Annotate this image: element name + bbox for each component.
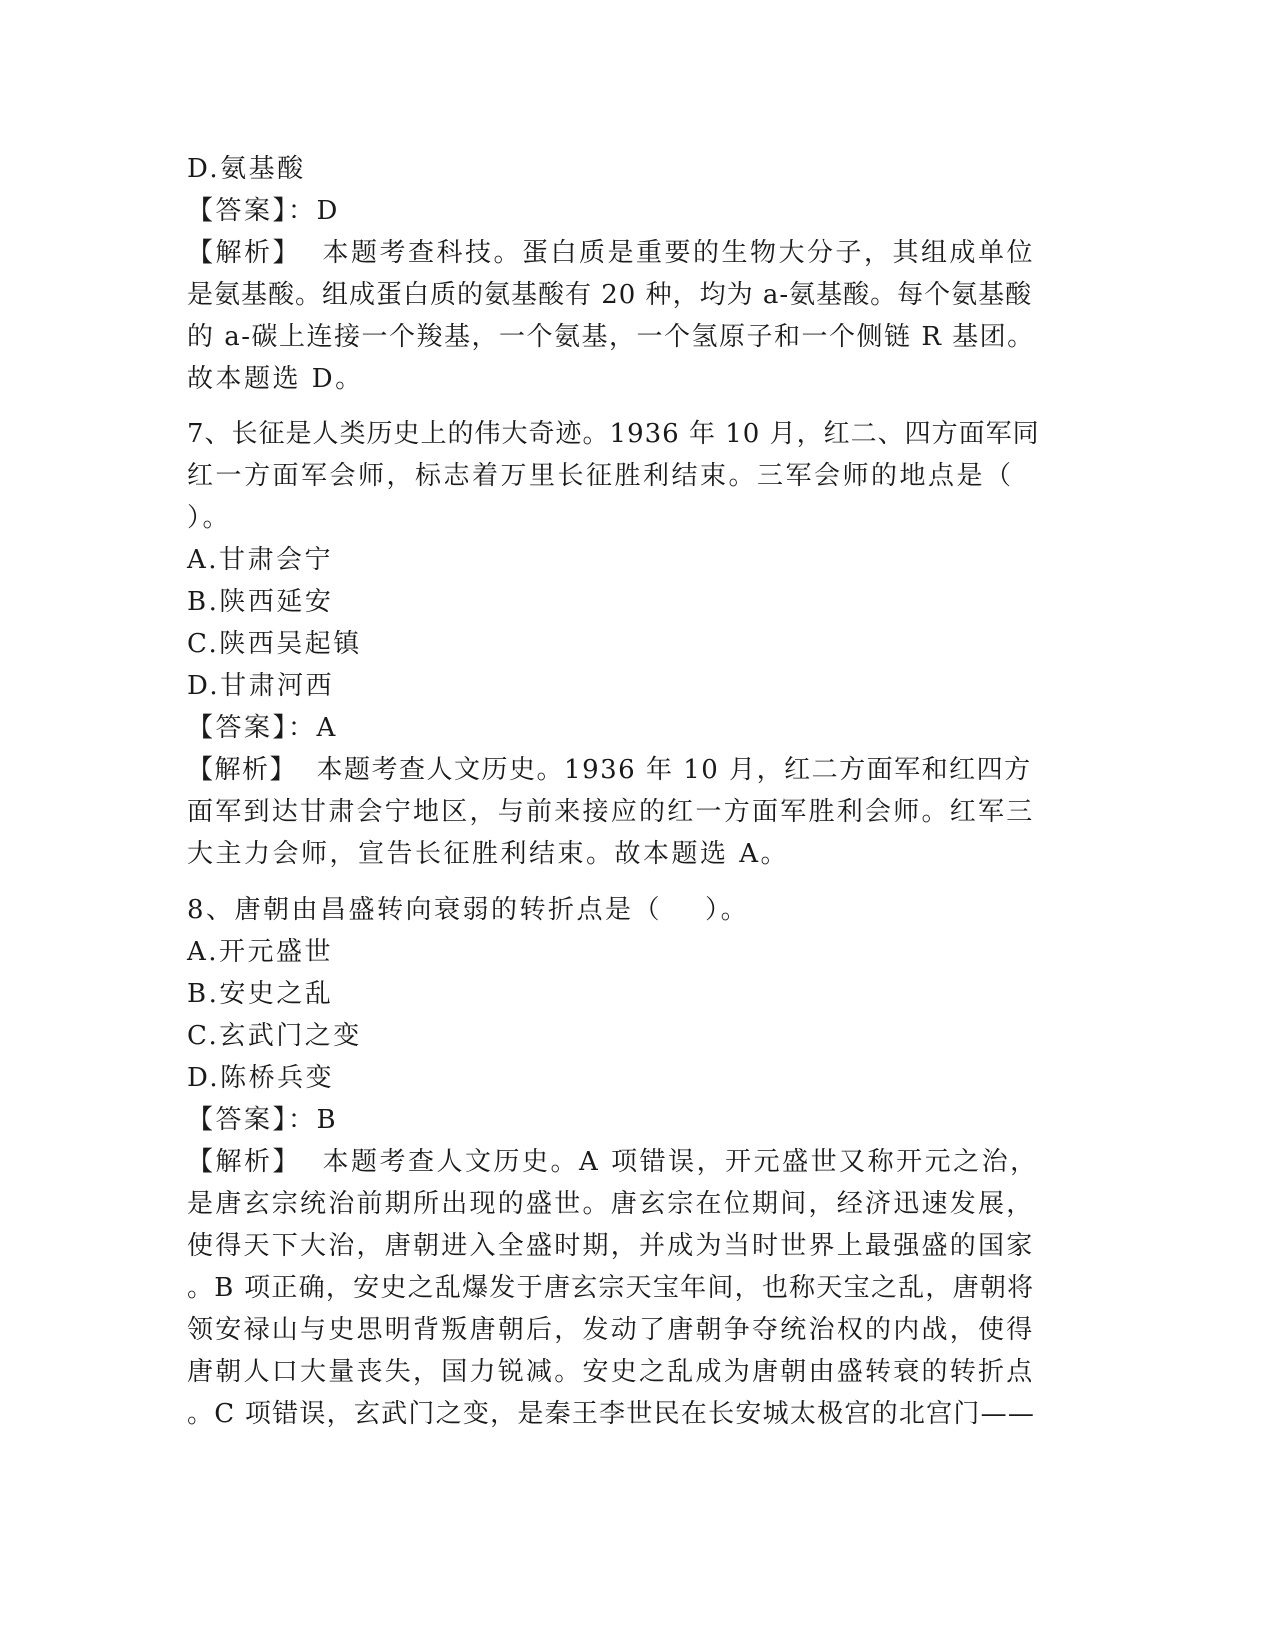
- prev-analysis-line: 故本题选 D。: [187, 364, 364, 394]
- q7-option-b: B.陕西延安: [187, 587, 334, 617]
- q8-option-b: B.安史之乱: [187, 979, 334, 1009]
- q8-stem-line: 8、唐朝由昌盛转向衰弱的转折点是（ ）。: [187, 895, 750, 925]
- q8-analysis-line: 。C 项错误，玄武门之变，是秦王李世民在长安城太极宫的北宫门——: [187, 1399, 1036, 1429]
- q7-option-a: A.甘肃会宁: [187, 545, 334, 575]
- q7-option-d: D.甘肃河西: [187, 671, 335, 701]
- q8-analysis-line: 领安禄山与史思明背叛唐朝后，发动了唐朝争夺统治权的内战，使得: [187, 1315, 1035, 1345]
- q8-analysis-line: 使得天下大治，唐朝进入全盛时期，并成为当时世界上最强盛的国家: [187, 1231, 1035, 1261]
- q7-option-c: C.陕西吴起镇: [187, 629, 362, 659]
- q8-option-d: D.陈桥兵变: [187, 1063, 335, 1093]
- prev-option-d: D.氨基酸: [187, 154, 306, 184]
- q7-stem-line: ）。: [187, 503, 232, 533]
- q8-analysis-line: 【解析】 本题考查人文历史。A 项错误，开元盛世又称开元之治，: [187, 1147, 1039, 1177]
- q8-option-c: C.玄武门之变: [187, 1021, 362, 1051]
- q7-answer: 【答案】：A: [187, 713, 338, 743]
- q8-analysis-line: 是唐玄宗统治前期所出现的盛世。唐玄宗在位期间，经济迅速发展，: [187, 1189, 1035, 1219]
- q7-stem-line: 红一方面军会师，标志着万里长征胜利结束。三军会师的地点是（: [187, 461, 1014, 491]
- q8-analysis-line: 。B 项正确，安史之乱爆发于唐玄宗天宝年间，也称天宝之乱，唐朝将: [187, 1273, 1035, 1303]
- q8-option-a: A.开元盛世: [187, 937, 334, 967]
- prev-analysis-line: 是氨基酸。组成蛋白质的氨基酸有 20 种，均为 a-氨基酸。每个氨基酸: [187, 280, 1033, 310]
- q8-answer: 【答案】：B: [187, 1105, 339, 1135]
- prev-analysis-line: 【解析】 本题考查科技。蛋白质是重要的生物大分子，其组成单位: [187, 238, 1036, 268]
- q7-analysis-line: 大主力会师，宣告长征胜利结束。故本题选 A。: [187, 839, 790, 869]
- prev-analysis-line: 的 a-碳上连接一个羧基，一个氨基，一个氢原子和一个侧链 R 基团。: [187, 322, 1035, 352]
- q8-analysis-line: 唐朝人口大量丧失，国力锐减。安史之乱成为唐朝由盛转衰的转折点: [187, 1357, 1035, 1387]
- q7-stem-line: 7、长征是人类历史上的伟大奇迹。1936 年 10 月，红二、四方面军同: [187, 419, 1040, 449]
- q7-analysis-line: 【解析】 本题考查人文历史。1936 年 10 月，红二方面军和红四方: [187, 755, 1032, 785]
- prev-answer: 【答案】：D: [187, 196, 340, 226]
- q7-analysis-line: 面军到达甘肃会宁地区，与前来接应的红一方面军胜利会师。红军三: [187, 797, 1035, 827]
